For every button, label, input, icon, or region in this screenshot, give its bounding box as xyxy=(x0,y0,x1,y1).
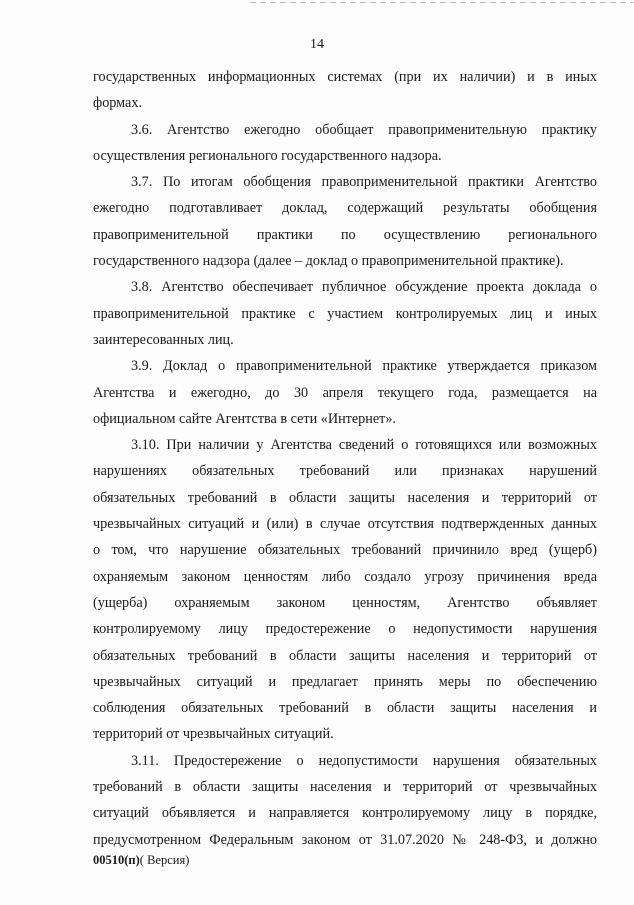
footer-version: ( Версия) xyxy=(139,853,190,867)
text-line: государственного надзора (далее – доклад о правоприменительной практике). xyxy=(93,253,564,270)
text-line: соблюдения обязательных требований в области защиты населения и xyxy=(93,700,597,717)
text-line: чрезвычайных ситуаций и предлагает принять меры по обеспечению xyxy=(93,673,597,690)
text-line: 3.6. Агентство ежегодно обобщает правоприменительную практику xyxy=(131,121,597,138)
text-line: 3.7. По итогам обобщения правоприменительной практики Агентство xyxy=(131,174,597,191)
text-line: чрезвычайных ситуаций и (или) в случае отсутствия подтвержденных данных xyxy=(93,516,597,533)
top-scan-edge xyxy=(250,2,634,3)
text-line: нарушениях обязательных требований или признаках нарушений xyxy=(93,463,597,480)
text-line: ситуаций объявляется и направляется контролируемому лицу в порядке, xyxy=(93,805,597,822)
text-line: 3.10. При наличии у Агентства сведений о готовящихся или возможных xyxy=(131,437,597,454)
text-line: 3.8. Агентство обеспечивает публичное обсуждение проекта доклада о xyxy=(131,279,597,296)
text-line: государственных информационных системах (при их наличии) и в иных xyxy=(93,69,597,85)
text-line: осуществления регионального государственного надзора. xyxy=(93,147,442,164)
text-line: Агентства и ежегодно, до 30 апреля текущего года, размещается на xyxy=(93,384,597,401)
text-line: территорий от чрезвычайных ситуаций. xyxy=(93,726,334,743)
text-line: правоприменительной практике с участием контролируемых лиц и иных xyxy=(93,305,597,322)
document-footer xyxy=(93,853,189,868)
text-line: предусмотренном Федеральным законом от 31.07.2020 № 248-ФЗ, и должно xyxy=(93,831,597,848)
text-line: обязательных требований в области защиты населения и территорий от xyxy=(93,489,597,506)
text-line: заинтересованных лиц. xyxy=(93,331,234,348)
text-line: 3.9. Доклад о правоприменительной практике утверждается приказом xyxy=(131,358,597,375)
text-line: правоприменительной практики по осуществлению регионального xyxy=(93,226,597,243)
text-line: о том, что нарушение обязательных требований причинило вред (ущерб) xyxy=(93,542,597,559)
document-body xyxy=(93,64,597,853)
text-line: ежегодно подготавливает доклад, содержащий результаты обобщения xyxy=(93,200,597,217)
text-line: формах. xyxy=(93,95,142,112)
text-line: обязательных требований в области защиты населения и территорий от xyxy=(93,647,597,664)
page-number: 14 xyxy=(310,37,324,52)
text-line: охраняемым законом ценностям либо создало угрозу причинения вреда xyxy=(93,568,597,585)
text-line: официальном сайте Агентства в сети «Интернет». xyxy=(93,410,396,427)
text-line: 3.11. Предостережение о недопустимости нарушения обязательных xyxy=(131,752,597,769)
text-line: требований в области защиты населения и территорий от чрезвычайных xyxy=(93,779,597,796)
text-line: контролируемому лицу предостережение о недопустимости нарушения xyxy=(93,621,597,638)
text-line: (ущерба) охраняемым законом ценностям, Агентство объявляет xyxy=(93,594,597,611)
footer-code: 00510(п) xyxy=(93,853,140,867)
